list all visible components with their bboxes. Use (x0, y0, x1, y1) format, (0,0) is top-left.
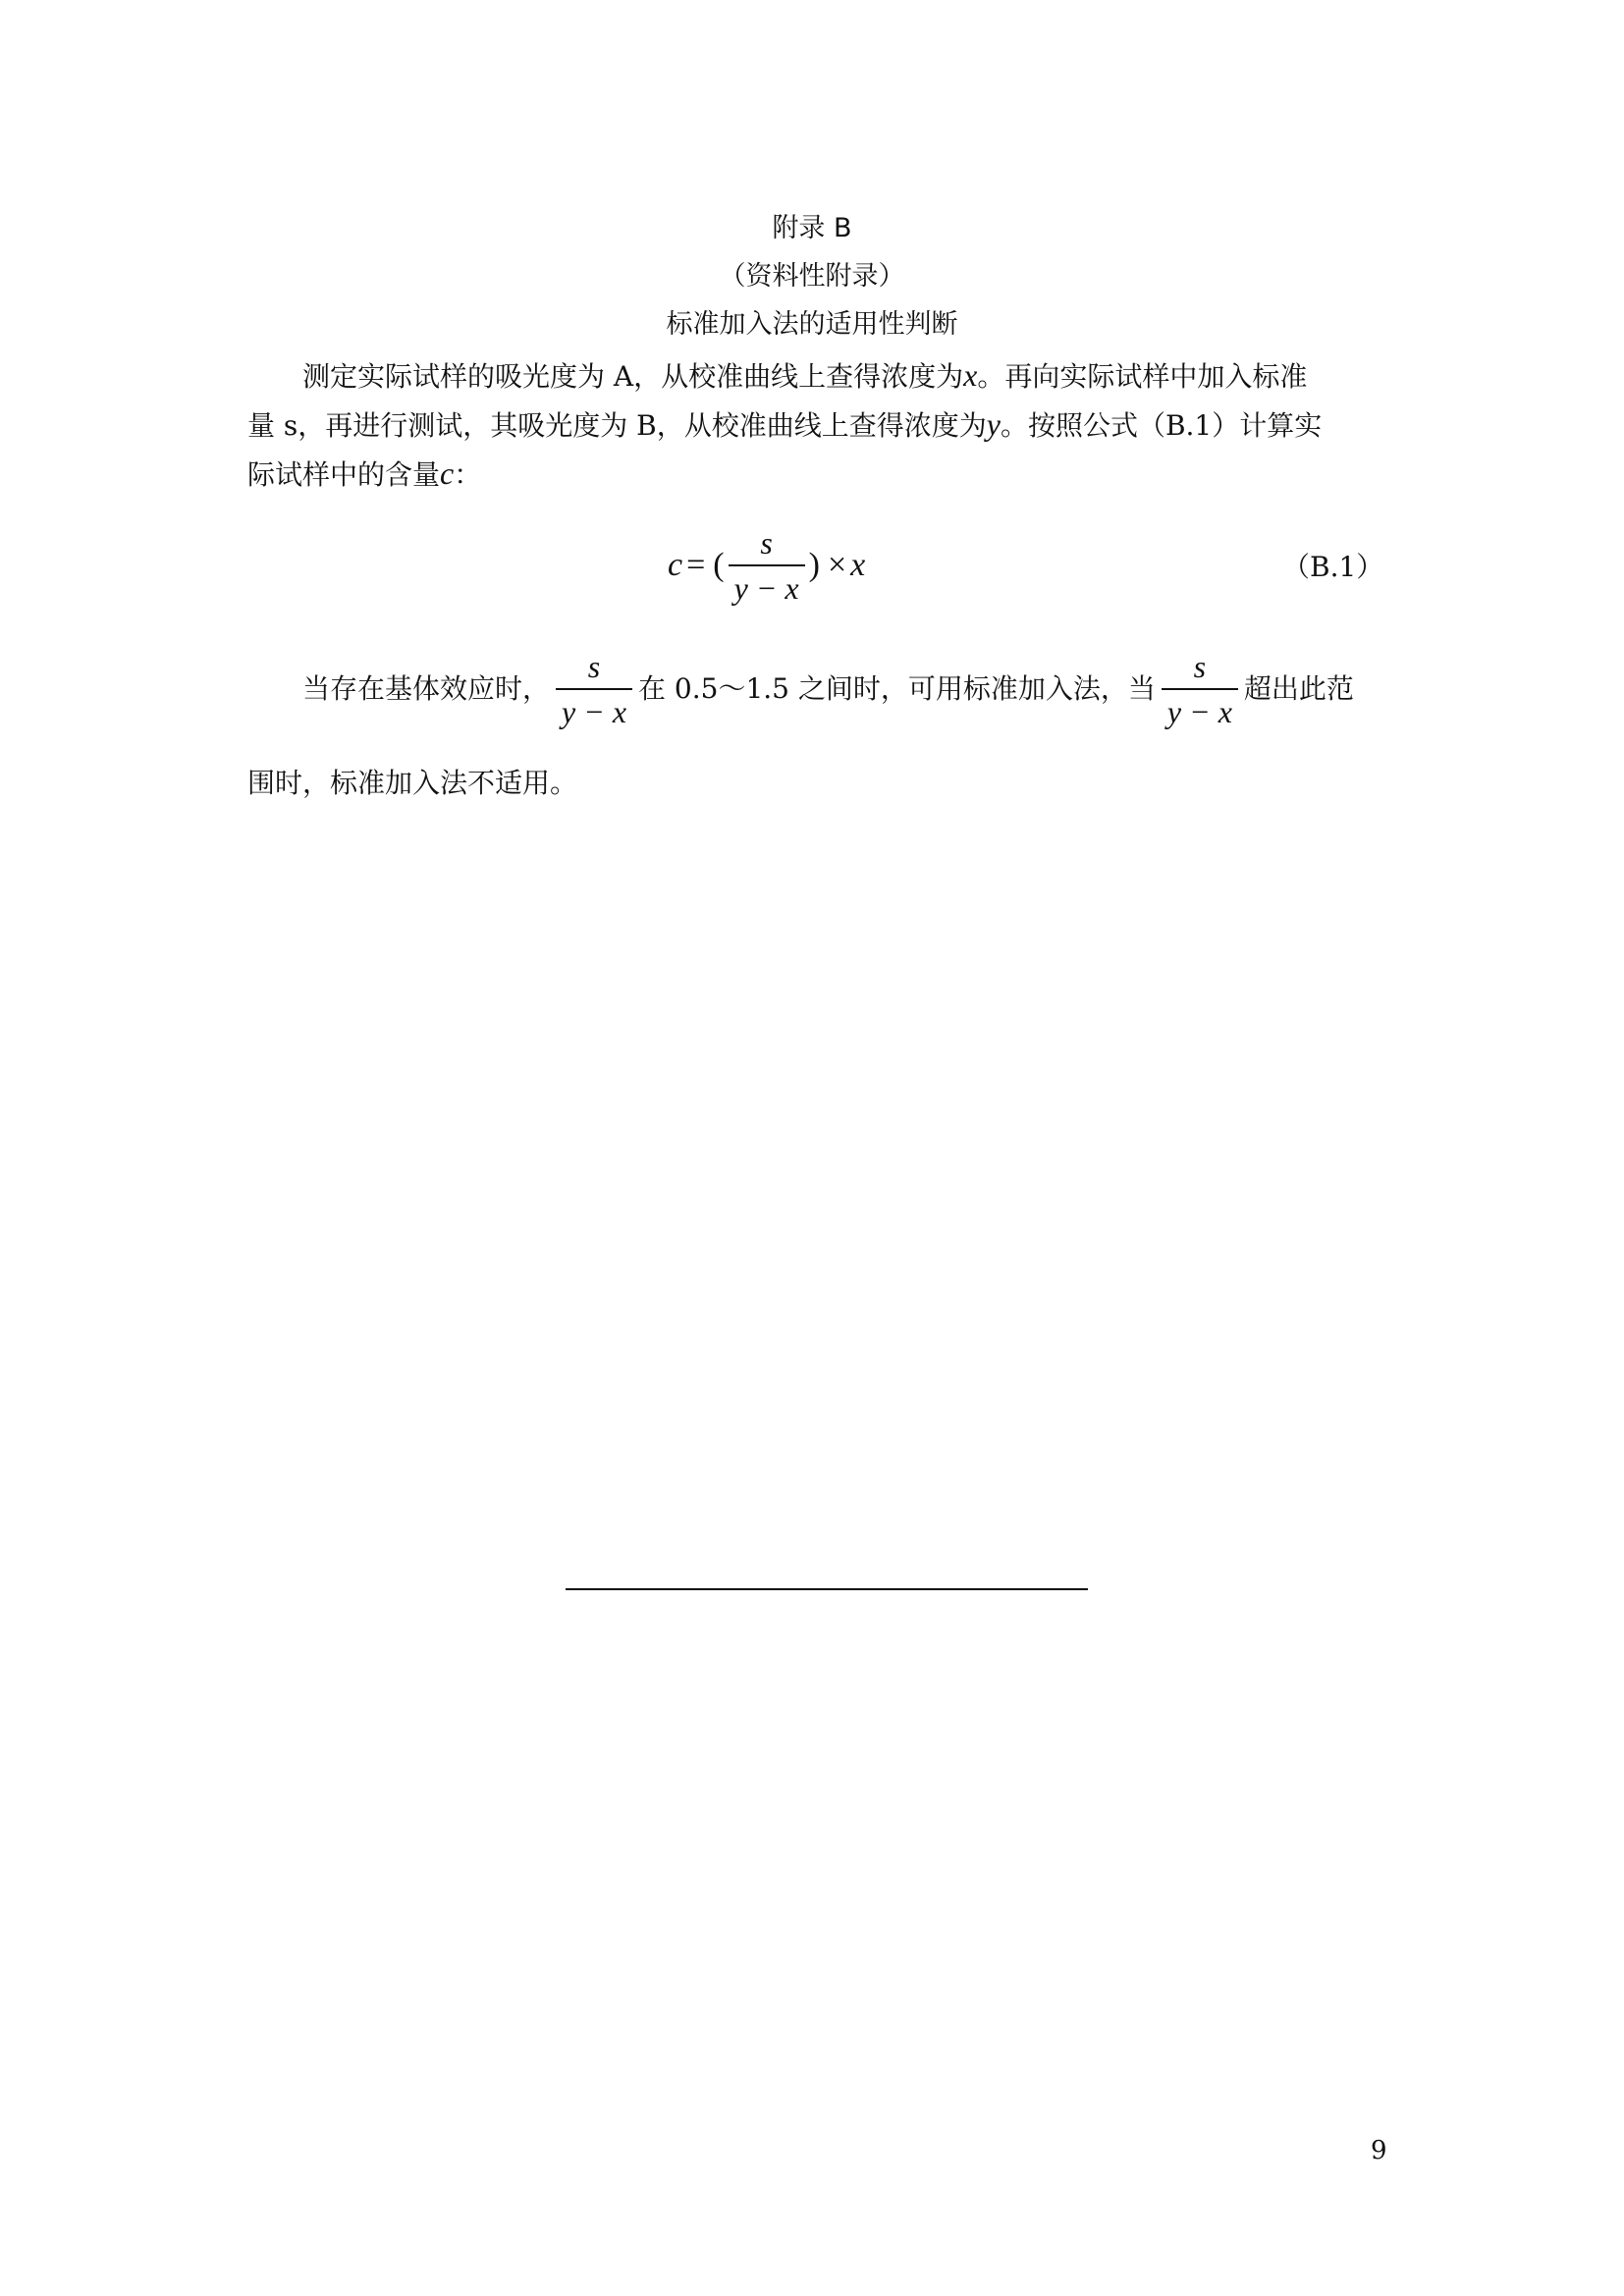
appendix-subtitle: （资料性附录） (719, 261, 905, 292)
paragraph1-text: 量 s，再进行测试，其吸光度为 B，从校准曲线上查得浓度为 (247, 409, 987, 442)
paragraph2-text: 在 0.5～1.5 之间时，可用标准加入法，当 (638, 672, 1156, 705)
paragraph1-line3 (247, 455, 1377, 493)
paragraph1-text: 。再向实际试样中加入标准 (977, 360, 1308, 393)
eq-equals: = (686, 547, 706, 583)
frac-numerator: s (587, 649, 601, 684)
equation-number: （B.1） (1282, 551, 1384, 583)
paragraph1-line1 (302, 357, 1377, 395)
eq-numerator: s (760, 525, 773, 561)
equation-b1 (668, 516, 865, 614)
eq-rparen: ) (808, 547, 820, 583)
appendix-title: 附录 B (772, 213, 852, 243)
appendix-heading: 标准加入法的适用性判断 (666, 309, 958, 340)
frac-denominator: y − x (1166, 694, 1232, 729)
eq-rhs: x (850, 547, 866, 583)
paragraph1-text: 。按照公式（B.1）计算实 (1000, 409, 1323, 442)
eq-times: × (827, 547, 847, 583)
paragraph2-text: 超出此范 (1243, 672, 1354, 705)
eq-denominator: y − x (733, 570, 799, 606)
var-x: x (963, 357, 978, 393)
paragraph1-text: ： (454, 458, 482, 491)
inline-fraction (1162, 649, 1238, 729)
page-number: 9 (1371, 2136, 1387, 2165)
eq-lhs: c (668, 547, 683, 583)
eq-lparen: ( (713, 547, 725, 583)
inline-fraction (556, 649, 632, 729)
eq-fraction (729, 525, 805, 606)
end-rule (566, 1588, 1088, 1590)
paragraph1-line2 (247, 406, 1377, 444)
frac-numerator: s (1193, 649, 1207, 684)
var-c: c (440, 455, 455, 491)
paragraph2-text: 当存在基体效应时， (302, 672, 551, 705)
paragraph2-line2: 围时，标准加入法不适用。 (247, 767, 578, 799)
var-y: y (986, 406, 1001, 442)
paragraph1-text: 测定实际试样的吸光度为 A，从校准曲线上查得浓度为 (302, 360, 964, 393)
frac-denominator: y − x (562, 694, 627, 729)
paragraph1-text: 际试样中的含量 (247, 458, 441, 491)
paragraph2-line1 (302, 642, 1377, 736)
